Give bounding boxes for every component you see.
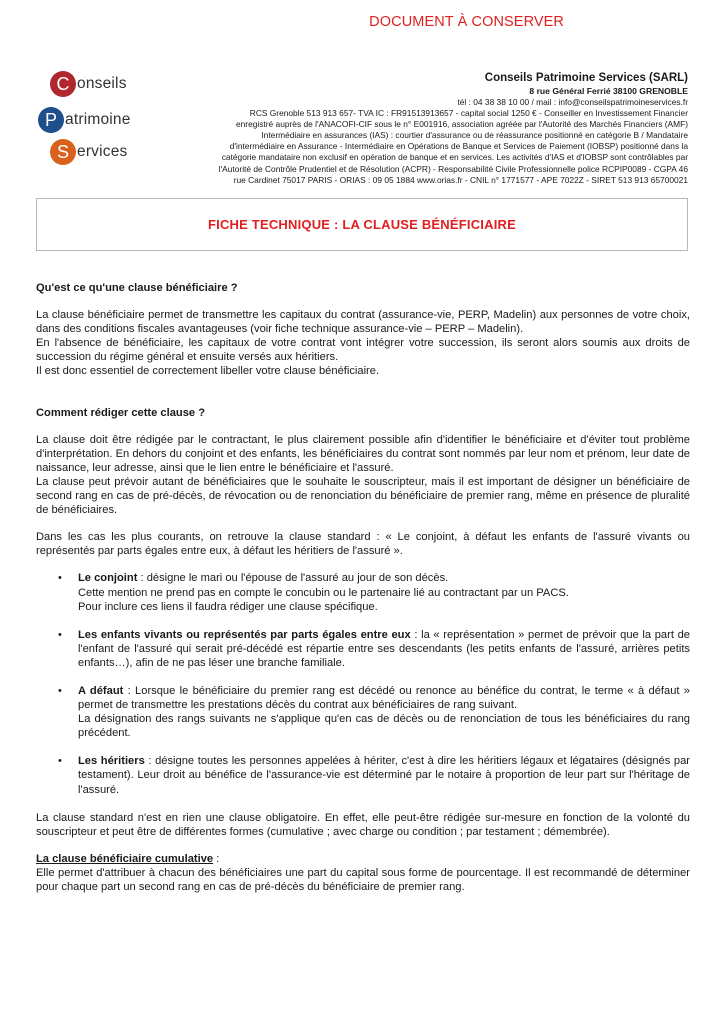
paragraph: Il est donc essentiel de correctement libeller votre clause bénéficiaire. — [36, 365, 380, 378]
list-extra: La désignation des rangs suivants ne s'applique qu'en cas de décès ou de renonciation de tous les bénéficiaires du rang précédent. — [78, 713, 690, 740]
bullet-icon: • — [58, 755, 62, 768]
list-item — [36, 571, 690, 613]
company-info — [128, 71, 688, 186]
logo-row-patrimoine — [38, 106, 131, 134]
section-heading: Qu'est ce qu'une clause bénéficiaire ? — [36, 282, 238, 294]
company-line: RCS Grenoble 513 913 657- TVA IC : FR91513913657 - capital social 1250 € - Conseiller en Investissement Financier — [249, 108, 688, 119]
company-line: catégorie mandataire non exclusif en opération de banque et en services. Les activités d'IAS et d'IOBSP sont contrôlables par — [221, 152, 688, 163]
bullet-icon: • — [58, 572, 62, 585]
company-line: d'intermédiaire en Assurance - Intermédiaire en Opérations de Banque et Services de Paiement (IOBSP) positionné dans la — [229, 141, 688, 152]
company-line: l'Autorité de Contrôle Prudentiel et de Résolution (ACPR) - Responsabilité Civile Professionnelle police RCPIP0089 - CGPA 46 — [218, 163, 688, 174]
logo-word: atrimoine — [65, 111, 131, 128]
subsection-title: La clause bénéficiaire cumulative — [36, 852, 214, 865]
company-name: Conseils Patrimoine Services (SARL) — [484, 72, 688, 84]
list-text: : désigne toutes les personnes appelées à hériter, c'est à dire les héritiers légaux et légataires (désignés par testament). Leur droit au bénéfice de l'assurance-vie est déterminé par le notaire à proportion de leur part sur l'héritage de l'assuré. — [78, 755, 691, 796]
company-line: rue Cardinet 75017 PARIS - ORIAS : 09 05 1884 www.orias.fr - CNIL n° 1771577 - APE 7022Z - SIRET 513 913 65700021 — [233, 174, 688, 185]
list-item — [36, 628, 690, 670]
subsection-heading — [36, 852, 690, 866]
company-line: tél : 04 38 38 10 00 / mail : info@conseilspatrimoineservices.fr — [457, 97, 688, 107]
paragraph: En l'absence de bénéficiaire, les capitaux de votre contrat vont intégrer votre succession, ils seront alors soumis aux droits de succession du régime général et ensuite versés aux héritiers. — [36, 337, 690, 364]
logo-word: ervices — [77, 143, 128, 160]
list-extra: Cette mention ne prend pas en compte le concubin ou le partenaire lié au contractant par un PACS. — [78, 586, 569, 599]
company-line: Intermédiaire en assurances (IAS) : courtier d'assurance ou de réassurance positionné en catégorie B / Mandataire — [261, 130, 688, 141]
company-address: 8 rue Général Ferrié 38100 GRENOBLE — [529, 86, 688, 96]
definition-list — [36, 571, 690, 796]
logo-row-conseils — [50, 70, 127, 98]
logo-letter: C — [50, 71, 76, 97]
list-item — [36, 684, 690, 740]
page-title: FICHE TECHNIQUE : LA CLAUSE BÉNÉFICIAIRE — [208, 217, 516, 232]
logo-row-services — [50, 138, 128, 166]
subsection-suffix: : — [213, 852, 220, 865]
paragraph: La clause peut prévoir autant de bénéficiaires que le souhaite le souscripteur, mais il est important de désigner un bénéficiaire de second rang en cas de pré-décès, de révocation ou de renonciation du bénéficiaire de premier rang, même en présence de pluralité de bénéficiaires. — [36, 475, 690, 517]
list-term: Les enfants vivants ou représentés par parts égales entre eux — [78, 628, 411, 641]
list-text: : désigne le mari ou l'épouse de l'assuré au jour de son décès. — [137, 572, 449, 585]
paragraph: La clause bénéficiaire permet de transmettre les capitaux du contrat (assurance-vie, PERP, Madelin) aux personnes de votre choix, dans des conditions fiscales avantageuses (voir fiche technique assurance-vie – PERP – Madelin). — [36, 309, 690, 336]
company-line: enregistré auprès de l'ANACOFI-CIF sous le n° E001916, association agréée par l'Autorité des Marchés Financiers (AMF) — [235, 119, 688, 130]
logo-letter: S — [50, 139, 76, 165]
bullet-icon: • — [58, 684, 62, 697]
list-text: : la « représentation » permet de prévoir que la part de l'enfant de l'assuré qui serait pré-décédé est répartie entre ses descendants (les petits enfants de l'assuré, arrières petits enfants…), afin de ne pas léser une branche familiale. — [78, 628, 690, 669]
section-heading: Comment rédiger cette clause ? — [36, 406, 206, 419]
title-box — [36, 198, 688, 251]
list-term: Le conjoint — [78, 572, 138, 585]
logo-letter: P — [38, 107, 64, 133]
paragraph: La clause standard n'est en rien une clause obligatoire. En effet, elle peut-être rédigée sur-mesure en fonction de la volonté du souscripteur et peut être de différentes formes (cumulative ; avec charge ou condition ; par testament ; démembrée). — [36, 811, 690, 838]
list-extra: Pour inclure ces liens il faudra rédiger une clause spécifique. — [78, 600, 378, 613]
list-text: : Lorsque le bénéficiaire du premier rang est décédé ou renonce au bénéfice du contrat, le terme « à défaut » permet de transmettre les prestations décès du contrat aux bénéficiaires de rang suivant. — [78, 684, 690, 712]
list-item — [36, 754, 690, 796]
document-label: DOCUMENT À CONSERVER — [369, 14, 564, 30]
paragraph: La clause doit être rédigée par le contractant, le plus clairement possible afin d'identifier le bénéficiaire et d'éviter tout problème d'interprétation. En dehors du conjoint et des enfants, les bénéficiaires du contrat sont nommés par leur nom et prénom, leur date de naissance, leur adresse, ainsi que le lien entre le bénéficiaire et l'assuré. — [36, 433, 690, 474]
paragraph: Elle permet d'attribuer à chacun des bénéficiaires une part du capital sous forme de pourcentage. Il est recommandé de déterminer pour chaque part un second rang en cas de pré-décès du bénéficiaire de premier rang. — [36, 866, 690, 893]
bullet-icon: • — [58, 628, 62, 641]
document-body — [36, 281, 690, 894]
list-term: Les héritiers — [78, 755, 145, 768]
logo-word: onseils — [77, 75, 127, 92]
paragraph: Dans les cas les plus courants, on retrouve la clause standard : « Le conjoint, à défaut les enfants de l'assuré vivants ou représentés par parts égales entre eux, à défaut les héritiers de l'assuré ». — [36, 531, 690, 558]
list-term: A défaut — [78, 684, 124, 697]
